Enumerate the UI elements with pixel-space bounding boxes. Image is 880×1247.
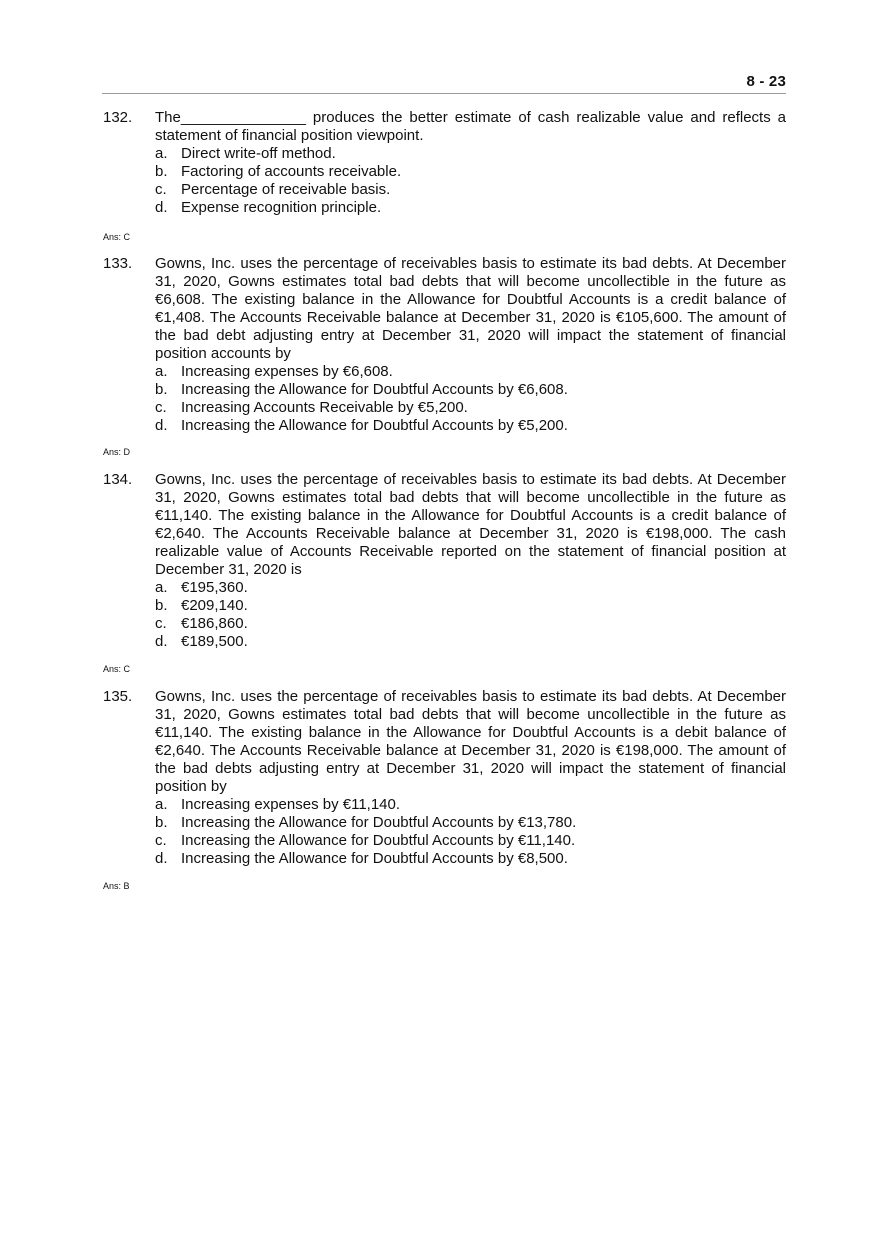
- option-list: [155, 579, 786, 651]
- option-letter: d.: [155, 633, 168, 650]
- option-c: [155, 181, 786, 199]
- option-text: Increasing the Allowance for Doubtful Accounts by €5,200.: [181, 417, 568, 434]
- question-132: [103, 109, 786, 217]
- question-133: [103, 255, 786, 435]
- question-body: [155, 688, 786, 868]
- question-135: [103, 688, 786, 868]
- option-letter: b.: [155, 814, 168, 831]
- option-c: [155, 399, 786, 417]
- question-number: 132.: [103, 109, 133, 126]
- question-stem: The_______________ produces the better estimate of cash realizable value and reflects a statement of financial position viewpoint.: [155, 109, 786, 144]
- option-list: [155, 363, 786, 435]
- option-text: Direct write-off method.: [181, 145, 336, 162]
- question-stem: Gowns, Inc. uses the percentage of receivables basis to estimate its bad debts. At December 31, 2020, Gowns estimates total bad debts that will become uncollectible in the future as €11,140. The existing balance in the Allowance for Doubtful Accounts is a debit balance of €2,640. The Accounts Receivable balance at December 31, 2020 is €198,000. The amount of the bad debts adjusting entry at December 31, 2020 will impact the statement of financial position by: [155, 688, 786, 795]
- option-a: [155, 796, 786, 814]
- answer-135: Ans: B: [103, 881, 130, 891]
- option-a: [155, 579, 786, 597]
- option-c: [155, 615, 786, 633]
- option-list: [155, 145, 786, 217]
- option-text: Increasing expenses by €6,608.: [181, 363, 393, 380]
- option-letter: d.: [155, 199, 168, 216]
- question-134: [103, 471, 786, 651]
- option-letter: a.: [155, 145, 168, 162]
- option-d: [155, 417, 786, 435]
- option-letter: d.: [155, 417, 168, 434]
- option-text: €209,140.: [181, 597, 248, 614]
- question-stem: Gowns, Inc. uses the percentage of receivables basis to estimate its bad debts. At December 31, 2020, Gowns estimates total bad debts that will become uncollectible in the future as €11,140. The existing balance in the Allowance for Doubtful Accounts is a credit balance of €2,640. The Accounts Receivable balance at December 31, 2020 is €198,000. The cash realizable value of Accounts Receivable reported on the statement of financial position at December 31, 2020 is: [155, 471, 786, 578]
- question-stem: Gowns, Inc. uses the percentage of receivables basis to estimate its bad debts. At December 31, 2020, Gowns estimates total bad debts that will become uncollectible in the future as €6,608. The existing balance in the Allowance for Doubtful Accounts is a credit balance of €1,408. The Accounts Receivable balance at December 31, 2020 is €105,600. The amount of the bad debt adjusting entry at December 31, 2020 will impact the statement of financial position accounts by: [155, 255, 786, 362]
- option-b: [155, 814, 786, 832]
- answer-133: Ans: D: [103, 447, 131, 457]
- page-number: 8 - 23: [746, 73, 786, 90]
- option-letter: c.: [155, 399, 167, 416]
- option-text: Factoring of accounts receivable.: [181, 163, 402, 180]
- option-letter: a.: [155, 796, 168, 813]
- option-d: [155, 850, 786, 868]
- option-a: [155, 145, 786, 163]
- option-letter: d.: [155, 850, 168, 867]
- option-letter: c.: [155, 615, 167, 632]
- option-b: [155, 381, 786, 399]
- option-letter: a.: [155, 363, 168, 380]
- option-a: [155, 363, 786, 381]
- option-text: Increasing the Allowance for Doubtful Accounts by €6,608.: [181, 381, 568, 398]
- option-letter: b.: [155, 381, 168, 398]
- answer-134: Ans: C: [103, 664, 131, 674]
- option-b: [155, 597, 786, 615]
- option-text: Increasing the Allowance for Doubtful Accounts by €8,500.: [181, 850, 568, 867]
- option-list: [155, 796, 786, 868]
- question-number: 133.: [103, 255, 133, 272]
- question-body: [155, 255, 786, 435]
- option-d: [155, 633, 786, 651]
- option-b: [155, 163, 786, 181]
- option-text: Increasing the Allowance for Doubtful Accounts by €11,140.: [181, 832, 576, 849]
- question-body: [155, 471, 786, 651]
- option-text: Increasing Accounts Receivable by €5,200.: [181, 399, 468, 416]
- option-text: Increasing the Allowance for Doubtful Accounts by €13,780.: [181, 814, 577, 831]
- option-text: €189,500.: [181, 633, 248, 650]
- option-text: Percentage of receivable basis.: [181, 181, 391, 198]
- header-rule: [102, 93, 786, 94]
- option-letter: c.: [155, 832, 167, 849]
- option-d: [155, 199, 786, 217]
- option-letter: b.: [155, 597, 168, 614]
- answer-132: Ans: C: [103, 232, 131, 242]
- option-c: [155, 832, 786, 850]
- option-letter: c.: [155, 181, 167, 198]
- option-letter: b.: [155, 163, 168, 180]
- option-text: Increasing expenses by €11,140.: [181, 796, 401, 813]
- question-body: [155, 109, 786, 217]
- question-number: 135.: [103, 688, 133, 705]
- option-text: €195,360.: [181, 579, 248, 596]
- option-text: Expense recognition principle.: [181, 199, 382, 216]
- option-text: €186,860.: [181, 615, 248, 632]
- option-letter: a.: [155, 579, 168, 596]
- question-number: 134.: [103, 471, 133, 488]
